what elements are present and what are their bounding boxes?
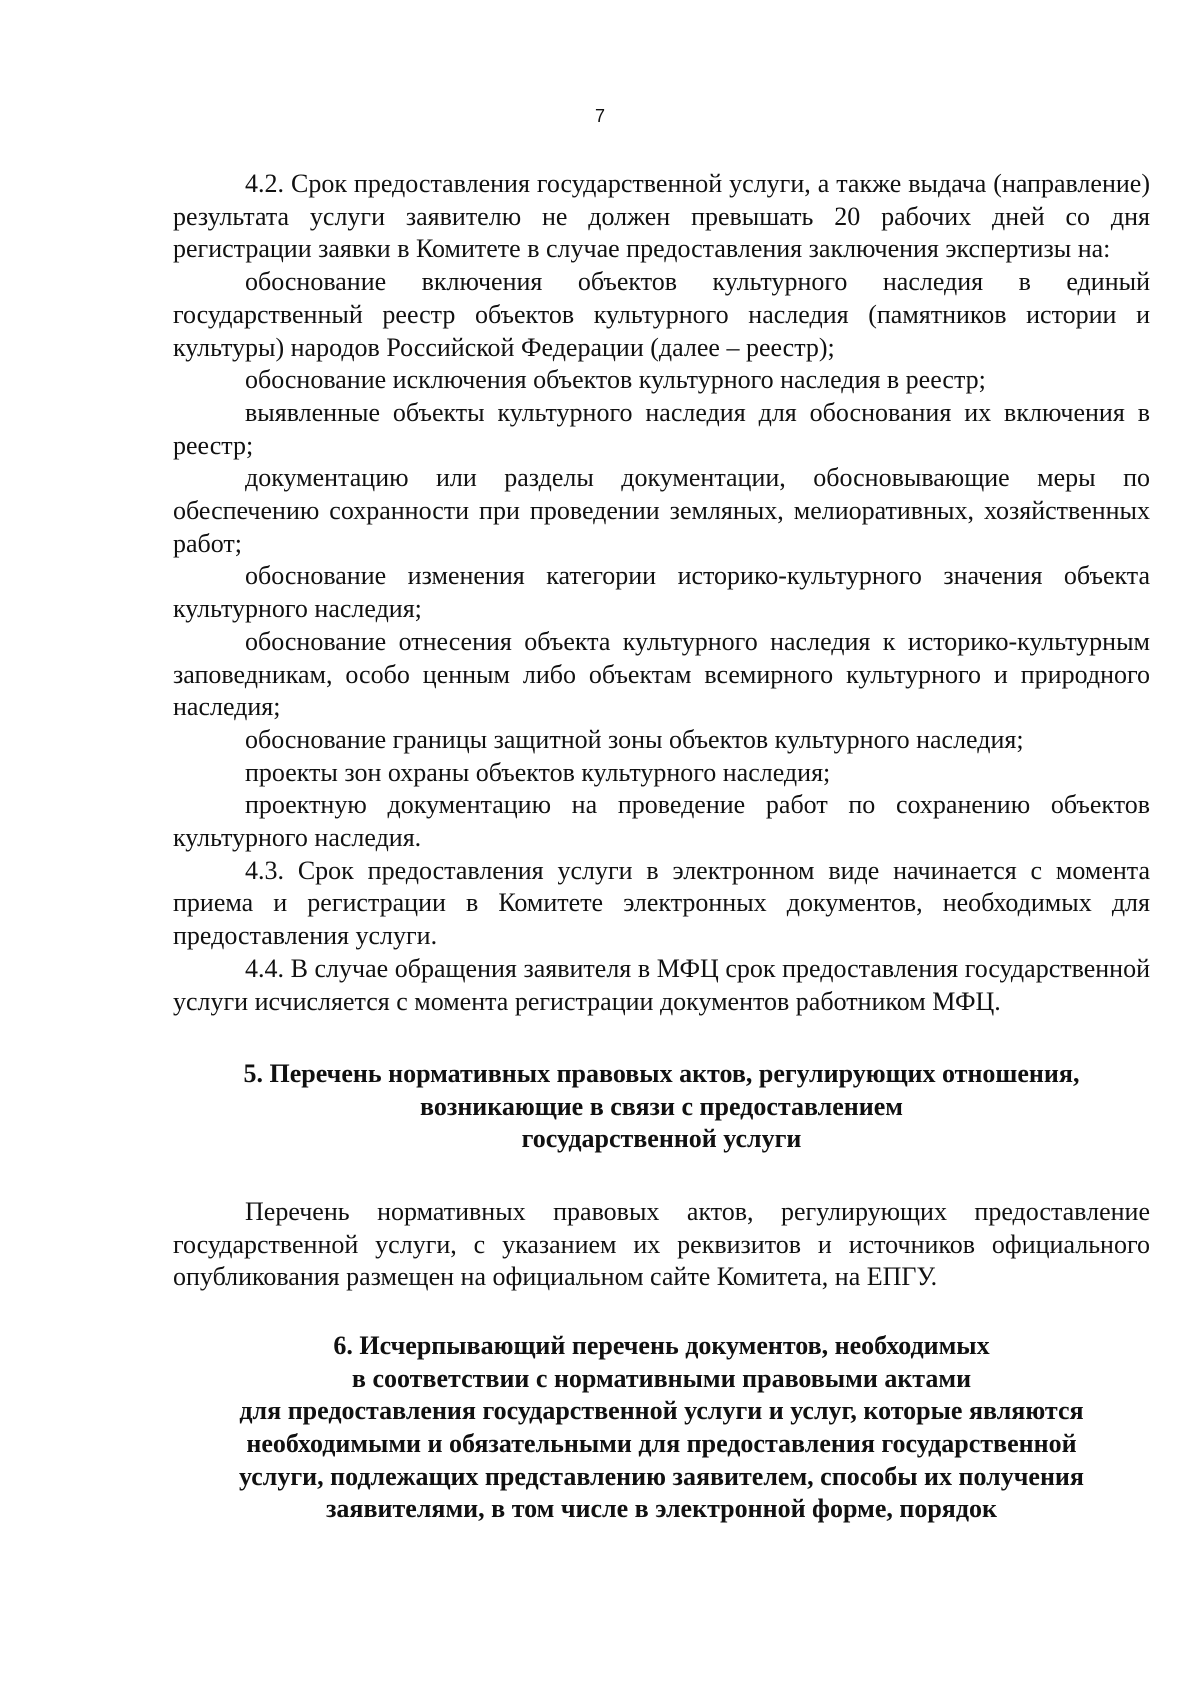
list-item-protective-zone: обоснование границы защитной зоны объектов культурного наследия;	[245, 724, 1024, 754]
section-6-title-line: для предоставления государственной услуги и услуг, которые являются	[239, 1396, 1084, 1426]
list-item-category-change: обоснование изменения категории историко-культурного значения объекта культурного наследия;	[173, 561, 1150, 624]
list-item-project-documentation: проектную документацию на проведение работ по сохранению объектов культурного наследия.	[173, 790, 1150, 853]
list-item-documentation: документацию или разделы документации, обосновывающие меры по обеспечению сохранности при проведении земляных, мелиоративных, хозяйственных работ;	[173, 463, 1150, 558]
paragraph-4-2: 4.2. Срок предоставления государственной услуги, а также выдача (направление) результата услуги заявителю не должен превышать 20 рабочих дней со дня регистрации заявки в Комитете в случае предоставления заключения экспертизы на:	[173, 169, 1150, 264]
section-5-paragraph: Перечень нормативных правовых актов, регулирующих предоставление государственной услуги, с указанием их реквизитов и источников официального опубликования размещен на официальном сайте Комитета, на ЕПГУ.	[173, 1197, 1150, 1292]
section-6-title-line: услуги, подлежащих представлению заявителем, способы их получения	[239, 1461, 1084, 1491]
section-6-title-line: заявителями, в том числе в электронной форме, порядок	[325, 1494, 998, 1524]
document-body	[173, 168, 1150, 1526]
section-6-title-line: необходимыми и обязательными для предоставления государственной	[246, 1428, 1077, 1458]
paragraph-4-4: 4.4. В случае обращения заявителя в МФЦ срок предоставления государственной услуги исчисляется с момента регистрации документов работником МФЦ.	[173, 953, 1150, 1016]
section-5-title-line: 5. Перечень нормативных правовых актов, регулирующих отношения,	[243, 1059, 1080, 1089]
section-5-title-line: возникающие в связи с предоставлением	[420, 1091, 903, 1121]
paragraph-4-3: 4.3. Срок предоставления услуги в электронном виде начинается с момента приема и регистрации в Комитете электронных документов, необходимых для предоставления услуги.	[173, 855, 1150, 951]
list-item-identified-objects: выявленные объекты культурного наследия для обоснования их включения в реестр;	[173, 397, 1150, 460]
list-item-inclusion: обоснование включения объектов культурного наследия в единый государственный реестр объектов культурного наследия (памятников истории и культуры) народов Российской Федерации (далее – реестр);	[173, 267, 1150, 362]
section-6-title-line: в соответствии с нормативными правовыми актами	[351, 1363, 972, 1393]
page-number: 7	[594, 106, 605, 126]
section-5-title-line: государственной услуги	[521, 1124, 802, 1154]
section-5-title	[173, 1058, 1150, 1156]
list-item-exclusion: обоснование исключения объектов культурного наследия в реестр;	[245, 365, 986, 395]
section-6-title-line: 6. Исчерпывающий перечень документов, необходимых	[333, 1331, 990, 1361]
section-6-title	[173, 1330, 1150, 1526]
list-item-protection-zones: проекты зон охраны объектов культурного наследия;	[245, 757, 831, 787]
list-item-reserves: обоснование отнесения объекта культурного наследия к историко-культурным заповедникам, особо ценным либо объектам всемирного культурного и природного наследия;	[173, 626, 1150, 722]
